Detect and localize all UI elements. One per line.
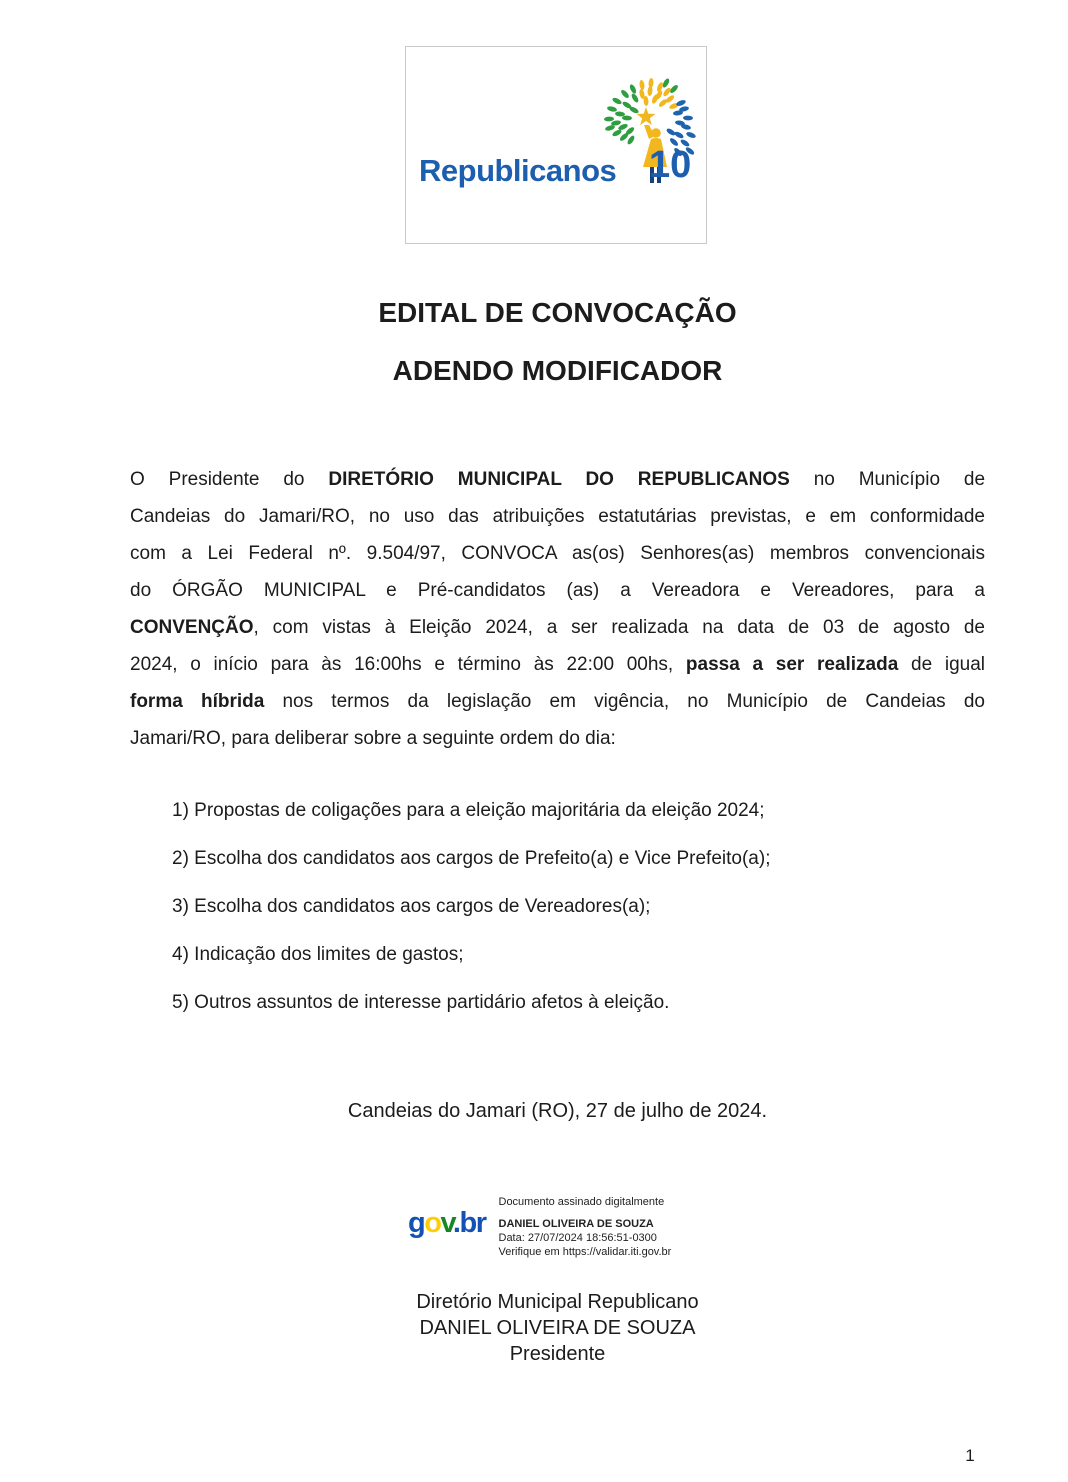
govbr-letter: .	[452, 1207, 460, 1239]
paragraph-line: do ÓRGÃO MUNICIPAL e Pré-candidatos (as) a Vereadora e Vereadores, para a	[130, 580, 985, 601]
govbr-letter: b	[459, 1207, 476, 1239]
signature-verify-url: Verifique em https://validar.iti.gov.br	[498, 1246, 672, 1258]
order-item: 2) Escolha dos candidatos aos cargos de Prefeito(a) e Vice Prefeito(a);	[172, 848, 771, 869]
footer-role: Presidente	[509, 1343, 606, 1365]
place-date-line: Candeias do Jamari (RO), 27 de julho de 2024.	[347, 1100, 768, 1122]
order-item: 1) Propostas de coligações para a eleição majoritária da eleição 2024;	[172, 800, 765, 821]
signature-heading: Documento assinado digitalmente	[498, 1196, 665, 1208]
paragraph-line: CONVENÇÃO, com vistas à Eleição 2024, a ser realizada na data de 03 de agosto de	[130, 617, 985, 638]
footer-org: Diretório Municipal Republicano	[416, 1291, 699, 1313]
paragraph-line: 2024, o início para às 16:00hs e término às 22:00 00hs, passa a ser realizada de igual	[130, 654, 985, 675]
footer-name: DANIEL OLIVEIRA DE SOUZA	[419, 1317, 696, 1339]
signature-date: Data: 27/07/2024 18:56:51-0300	[498, 1232, 657, 1244]
republicanos-number: 10	[649, 144, 692, 186]
govbr-letter: g	[408, 1207, 425, 1239]
star-icon	[637, 107, 656, 125]
paragraph-line: com a Lei Federal nº. 9.504/97, CONVOCA as(os) Senhores(as) membros convencionais	[130, 543, 985, 564]
paragraph-line: Jamari/RO, para deliberar sobre a seguinte ordem do dia:	[130, 728, 616, 749]
order-item: 4) Indicação dos limites de gastos;	[172, 944, 464, 965]
footer-signature-block	[130, 1289, 985, 1367]
paragraph-line: forma híbrida nos termos da legislação em vigência, no Município de Candeias do	[130, 691, 985, 712]
paragraph-line: O Presidente do DIRETÓRIO MUNICIPAL DO REPUBLICANOS no Município de	[130, 469, 985, 490]
govbr-letter: o	[424, 1207, 441, 1239]
digital-signature-stamp	[408, 1192, 671, 1259]
order-item: 3) Escolha dos candidatos aos cargos de Vereadores(a);	[172, 896, 651, 917]
body-paragraph	[130, 461, 985, 757]
order-item: 5) Outros assuntos de interesse partidário afetos à eleição.	[172, 992, 670, 1013]
republicanos-wordmark: Republicanos	[419, 153, 617, 188]
govbr-letter: r	[475, 1207, 486, 1239]
page-number: 1	[965, 1446, 975, 1465]
paragraph-line: Candeias do Jamari/RO, no uso das atribuições estatutárias previstas, e em conformidade	[130, 506, 985, 527]
govbr-logo	[408, 1209, 486, 1238]
signature-details	[499, 1192, 672, 1259]
republicanos-logo-card	[405, 46, 707, 244]
order-of-day-list	[172, 787, 992, 1027]
document-title: EDITAL DE CONVOCAÇÃO	[378, 297, 737, 328]
signer-name: DANIEL OLIVEIRA DE SOUZA	[498, 1218, 654, 1230]
govbr-letter: v	[440, 1207, 453, 1239]
document-subtitle: ADENDO MODIFICADOR	[392, 355, 723, 386]
